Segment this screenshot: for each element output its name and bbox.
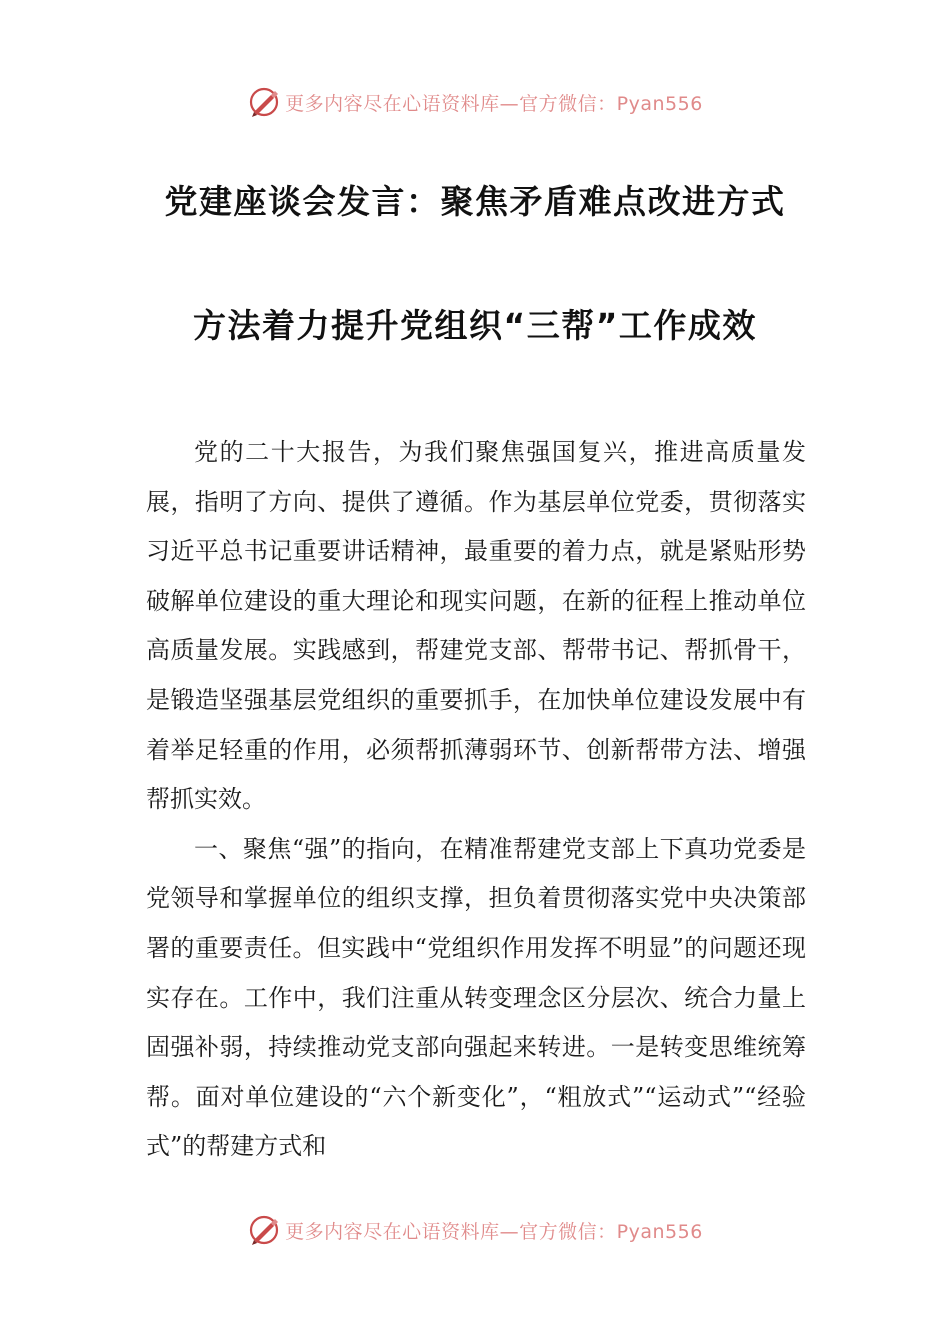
watermark-header (0, 84, 950, 120)
watermark-text: 更多内容尽在心语资料库—官方微信：Pyan556 (285, 1220, 703, 1243)
body-paragraph-2: 一、聚焦“强”的指向，在精准帮建党支部上下真功党委是党领导和掌握单位的组织支撑，担负着贯彻落实党中央决策部署的重要责任。但实践中“党组织作用发挥不明显”的问题还现实存在。工作中，我们注重从转变理念区分层次、统合力量上固强补弱，持续推动党支部向强起来转进。一是转变思维统筹帮。面对单位建设的“六个新变化”，“粗放式”“运动式”“经验式”的帮建方式和 (146, 834, 806, 1161)
pen-logo-icon (247, 85, 281, 119)
watermark-footer (0, 1212, 950, 1248)
pen-logo-icon (247, 1213, 281, 1247)
document-title-line-2: 方法着力提升党组织“三帮”工作成效 (193, 306, 757, 345)
document-title-line-1: 党建座谈会发言：聚焦矛盾难点改进方式 (164, 182, 786, 221)
body-paragraph-1: 党的二十大报告，为我们聚焦强国复兴，推进高质量发展，指明了方向、提供了遵循。作为基层单位党委，贯彻落实习近平总书记重要讲话精神，最重要的着力点，就是紧贴形势破解单位建设的重大理论和现实问题，在新的征程上推动单位高质量发展。实践感到，帮建党支部、帮带书记、帮抓骨干，是锻造坚强基层党组织的重要抓手，在加快单位建设发展中有着举足轻重的作用，必须帮抓薄弱环节、创新帮带方法、增强帮抓实效。 (146, 438, 806, 814)
document-body (146, 428, 806, 1172)
watermark-text: 更多内容尽在心语资料库—官方微信：Pyan556 (285, 92, 703, 115)
